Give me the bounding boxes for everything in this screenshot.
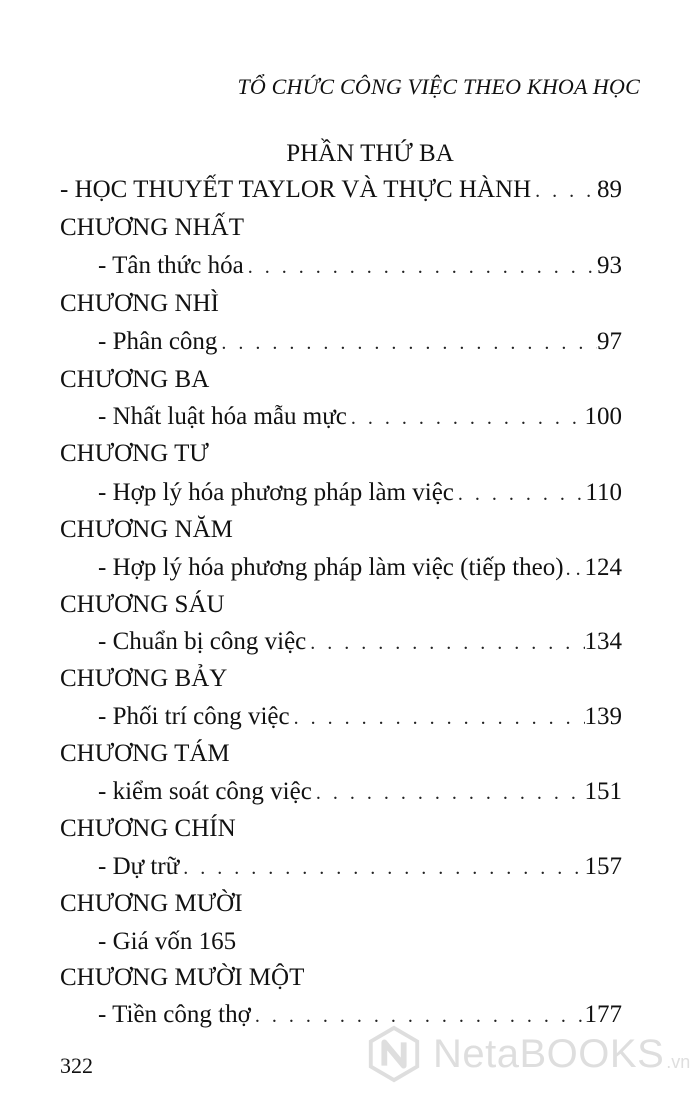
- toc-entry-text: - Phân công: [98, 328, 218, 355]
- toc-entry-page: 97: [597, 328, 622, 355]
- watermark-suffix: .vn: [666, 1051, 691, 1072]
- toc-entry: [98, 554, 622, 582]
- dot-leader: [306, 632, 584, 655]
- toc-entry-text: - Phối trí công việc: [98, 703, 290, 730]
- chapter-heading: CHƯƠNG NHẤT: [60, 214, 244, 241]
- toc-entry-page: 93: [597, 252, 622, 279]
- toc-entry: [98, 252, 622, 280]
- toc-entry-text: - kiểm soát công việc: [98, 778, 312, 805]
- toc-entry-page: 134: [584, 628, 622, 655]
- dot-leader: [179, 857, 584, 880]
- chapter-heading: CHƯƠNG MƯỜI: [60, 890, 243, 917]
- chapter-heading: CHƯƠNG SÁU: [60, 591, 225, 618]
- toc-entry-page: 157: [584, 853, 622, 880]
- chapter-heading: CHƯƠNG MƯỜI MỘT: [60, 964, 305, 991]
- chapter-heading: CHƯƠNG NĂM: [60, 516, 233, 543]
- watermark-brand: NetaBOOKS: [433, 1031, 665, 1076]
- dot-leader: [244, 256, 597, 279]
- toc-entry: [98, 628, 622, 656]
- chapter-heading: CHƯƠNG BẢY: [60, 665, 228, 692]
- toc-entry-text: - Chuẩn bị công việc: [98, 628, 307, 655]
- toc-entry-text: - Hợp lý hóa phương pháp làm việc (tiếp theo): [98, 554, 564, 581]
- part-entry-text: - HỌC THUYẾT TAYLOR VÀ THỰC HÀNH: [60, 176, 532, 203]
- toc-entry: [98, 403, 622, 431]
- dot-leader: [347, 407, 585, 430]
- toc-entry: [98, 479, 622, 507]
- toc-entry: [98, 928, 622, 956]
- toc-entry: [98, 328, 622, 356]
- toc-entry-page: 139: [584, 703, 622, 730]
- netabooks-logo-icon: [365, 1025, 423, 1083]
- toc-entry-text: - Nhất luật hóa mẫu mực: [98, 403, 347, 430]
- netabooks-watermark: [365, 1025, 690, 1083]
- toc-entry-page: 100: [584, 403, 622, 430]
- dot-leader: [454, 483, 586, 506]
- toc-entry-text: - Tiền công thợ: [98, 1001, 251, 1028]
- toc-entry-page: 110: [585, 479, 622, 506]
- dot-leader: [217, 332, 597, 355]
- page-number: 322: [60, 1053, 93, 1078]
- dot-leader: [531, 180, 597, 203]
- dot-leader: [312, 782, 585, 805]
- chapter-heading: CHƯƠNG TÁM: [60, 740, 230, 767]
- part-title: PHẦN THỨ BA: [286, 140, 454, 167]
- toc-entry-page: 124: [584, 554, 622, 581]
- toc-entry-text: - Giá vốn 165: [98, 928, 237, 955]
- dot-leader: [290, 707, 585, 730]
- chapter-heading: CHƯƠNG NHÌ: [60, 290, 219, 317]
- toc-entry-page: 151: [584, 778, 622, 805]
- chapter-heading: CHƯƠNG TƯ: [60, 440, 209, 467]
- running-header: TỔ CHỨC CÔNG VIỆC THEO KHOA HỌC: [237, 74, 640, 99]
- chapter-heading: CHƯƠNG CHÍN: [60, 815, 236, 842]
- part-entry: [60, 176, 622, 204]
- toc-entry-text: - Hợp lý hóa phương pháp làm việc: [98, 479, 454, 506]
- toc-entry: [98, 778, 622, 806]
- toc-entry: [98, 703, 622, 731]
- toc-entry-text: - Tân thức hóa: [98, 252, 244, 279]
- toc-entry-text: - Dự trữ: [98, 853, 180, 880]
- part-entry-page: 89: [597, 176, 622, 203]
- toc-entry-page: 177: [584, 1001, 622, 1028]
- toc-entry: [98, 853, 622, 881]
- chapter-heading: CHƯƠNG BA: [60, 366, 210, 393]
- dot-leader: [564, 558, 585, 581]
